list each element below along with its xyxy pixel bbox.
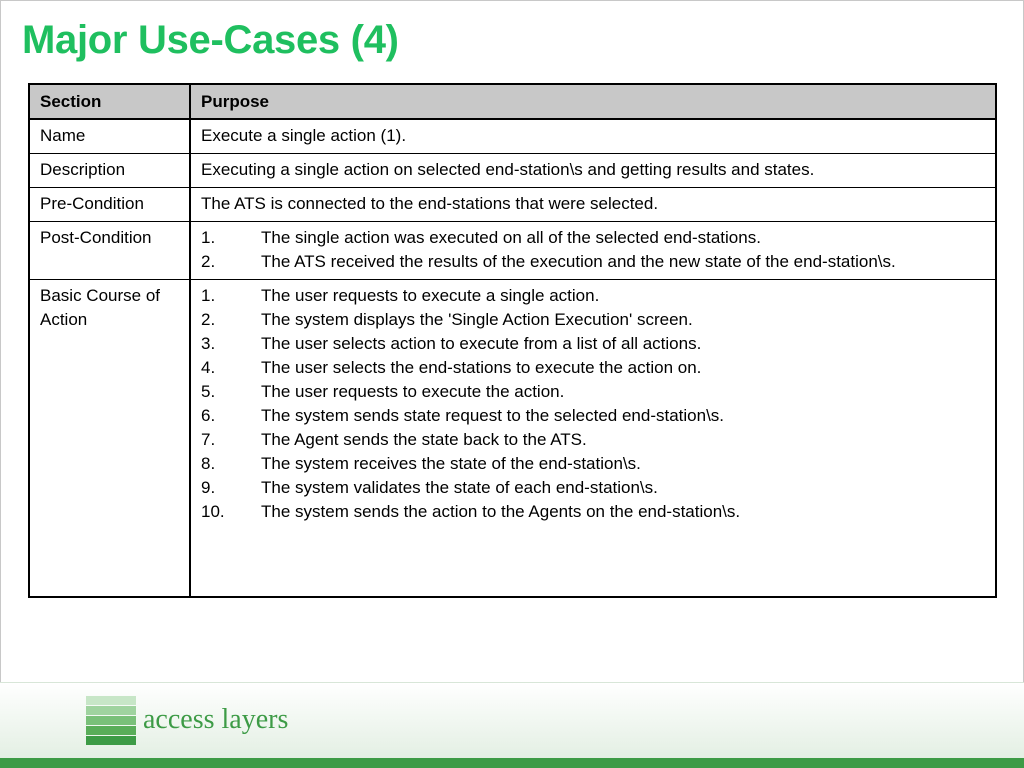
step-number: 5. — [201, 382, 216, 401]
step-text: The single action was executed on all of the selected end-stations. — [261, 228, 761, 247]
step-text: The system sends the action to the Agents on the end-station\s. — [261, 502, 741, 521]
step-number: 2. — [201, 252, 216, 271]
step-number: 10. — [201, 502, 225, 521]
header-purpose: Purpose — [190, 84, 996, 119]
footer-bar — [0, 758, 1024, 768]
step-text: The system displays the 'Single Action Execution' screen. — [261, 310, 693, 329]
step-text: The user selects the end-stations to execute the action on. — [261, 358, 702, 377]
header-section: Section — [29, 84, 190, 119]
row-postcondition — [29, 222, 996, 280]
list-item — [201, 226, 986, 250]
row-description-label: Description — [29, 154, 190, 188]
step-number: 4. — [201, 358, 216, 377]
stacked-layers-icon — [86, 696, 136, 746]
list-item — [201, 356, 986, 380]
step-text: The ATS received the results of the execution and the new state of the end-station\s. — [261, 252, 896, 271]
list-item — [201, 500, 986, 524]
slide-title: Major Use-Cases (4) — [22, 18, 399, 62]
step-number: 2. — [201, 310, 216, 329]
row-precondition-label: Pre-Condition — [29, 188, 190, 222]
use-case-table — [28, 83, 997, 598]
step-number: 1. — [201, 228, 216, 247]
list-item — [201, 250, 986, 274]
list-item — [201, 452, 986, 476]
row-basic-course-label: Basic Course of Action — [29, 280, 190, 598]
list-item — [201, 476, 986, 500]
list-item — [201, 380, 986, 404]
row-postcondition-label: Post-Condition — [29, 222, 190, 280]
access-layers-logo — [86, 696, 326, 748]
row-name-label: Name — [29, 119, 190, 154]
row-name — [29, 119, 996, 154]
step-text: The user selects action to execute from a list of all actions. — [261, 334, 702, 353]
list-item — [201, 404, 986, 428]
row-precondition — [29, 188, 996, 222]
step-text: The user requests to execute a single action. — [261, 286, 600, 305]
step-number: 6. — [201, 406, 216, 425]
list-item — [201, 332, 986, 356]
list-item — [201, 428, 986, 452]
list-item — [201, 284, 986, 308]
row-basic-course-value — [190, 280, 996, 598]
row-basic-course — [29, 280, 996, 598]
step-text: The system validates the state of each end-station\s. — [261, 478, 658, 497]
step-number: 3. — [201, 334, 216, 353]
step-number: 7. — [201, 430, 216, 449]
row-postcondition-value — [190, 222, 996, 280]
logo-text: access layers — [143, 704, 289, 735]
step-number: 1. — [201, 286, 216, 305]
step-number: 8. — [201, 454, 216, 473]
row-name-value: Execute a single action (1). — [190, 119, 996, 154]
basic-course-steps — [201, 284, 986, 524]
row-precondition-value: The ATS is connected to the end-stations that were selected. — [190, 188, 996, 222]
step-text: The system sends state request to the selected end-station\s. — [261, 406, 725, 425]
step-text: The Agent sends the state back to the ATS. — [261, 430, 587, 449]
table-header-row — [29, 84, 996, 119]
list-item — [201, 308, 986, 332]
row-description — [29, 154, 996, 188]
step-number: 9. — [201, 478, 216, 497]
step-text: The system receives the state of the end-station\s. — [261, 454, 641, 473]
postcondition-steps — [201, 226, 986, 274]
step-text: The user requests to execute the action. — [261, 382, 565, 401]
row-description-value: Executing a single action on selected end-station\s and getting results and states. — [190, 154, 996, 188]
